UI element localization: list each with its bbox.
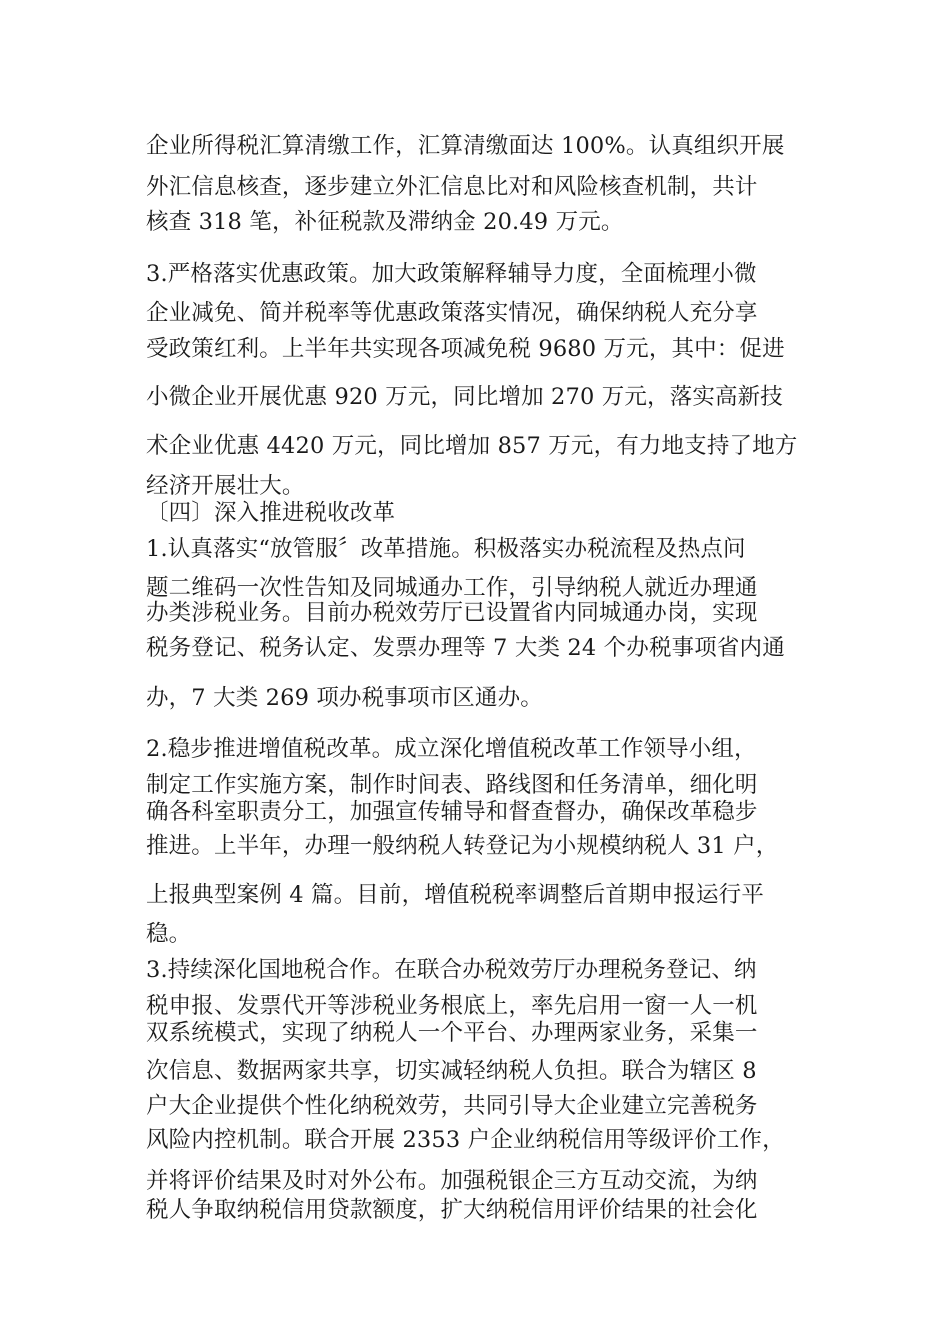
text-line: 稳。 <box>146 921 192 947</box>
text-line: 1.认真落实“放管服〞改革措施。积极落实办税流程及热点问 <box>146 536 746 562</box>
text-line: 受政策红利。上半年共实现各项减免税 9680 万元，其中：促进 <box>146 336 785 362</box>
text-line: 推进。上半年，办理一般纳税人转登记为小规模纳税人 31 户， <box>146 833 779 859</box>
text-line: 户大企业提供个性化纳税效劳，共同引导大企业建立完善税务 <box>146 1093 758 1119</box>
text-line: 风险内控机制。联合开展 2353 户企业纳税信用等级评价工作， <box>146 1127 785 1153</box>
text-line: 确各科室职责分工，加强宣传辅导和督查督办，确保改革稳步 <box>146 799 758 825</box>
text-line: 办，7 大类 269 项办税事项市区通办。 <box>146 685 543 711</box>
text-line: 制定工作实施方案，制作时间表、路线图和任务清单，细化明 <box>146 772 758 798</box>
text-line: 税人争取纳税信用贷款额度，扩大纳税信用评价结果的社会化 <box>146 1197 758 1223</box>
text-line: 企业减免、简并税率等优惠政策落实情况，确保纳税人充分享 <box>146 300 758 326</box>
text-line: 办类涉税业务。目前办税效劳厅已设置省内同城通办岗，实现 <box>146 600 758 626</box>
text-line: 术企业优惠 4420 万元，同比增加 857 万元，有力地支持了地方 <box>146 433 798 459</box>
text-line: 3.持续深化国地税合作。在联合办税效劳厅办理税务登记、纳 <box>146 957 757 983</box>
text-line: 税务登记、税务认定、发票办理等 7 大类 24 个办税事项省内通 <box>146 635 785 661</box>
text-line: 经济开展壮大。 <box>146 473 305 499</box>
text-line: 并将评价结果及时对外公布。加强税银企三方互动交流，为纳 <box>146 1168 758 1194</box>
section-heading: 〔四〕深入推进税收改革 <box>146 500 396 526</box>
text-line: 上报典型案例 4 篇。目前，增值税税率调整后首期申报运行平 <box>146 882 764 908</box>
text-line: 3.严格落实优惠政策。加大政策解释辅导力度，全面梳理小微 <box>146 261 757 287</box>
text-line: 企业所得税汇算清缴工作，汇算清缴面达 100%。认真组织开展 <box>146 133 785 159</box>
text-line: 双系统模式，实现了纳税人一个平台、办理两家业务，采集一 <box>146 1020 758 1046</box>
text-line: 小微企业开展优惠 920 万元，同比增加 270 万元，落实高新技 <box>146 384 783 410</box>
text-line: 核查 318 笔，补征税款及滞纳金 20.49 万元。 <box>146 209 624 235</box>
text-line: 题二维码一次性告知及同城通办工作，引导纳税人就近办理通 <box>146 575 758 601</box>
text-line: 税申报、发票代开等涉税业务根底上，率先启用一窗一人一机 <box>146 993 758 1019</box>
text-line: 次信息、数据两家共享，切实减轻纳税人负担。联合为辖区 8 <box>146 1058 757 1084</box>
text-line: 外汇信息核查，逐步建立外汇信息比对和风险核查机制，共计 <box>146 174 758 200</box>
text-line: 2.稳步推进增值税改革。成立深化增值税改革工作领导小组， <box>146 736 757 762</box>
